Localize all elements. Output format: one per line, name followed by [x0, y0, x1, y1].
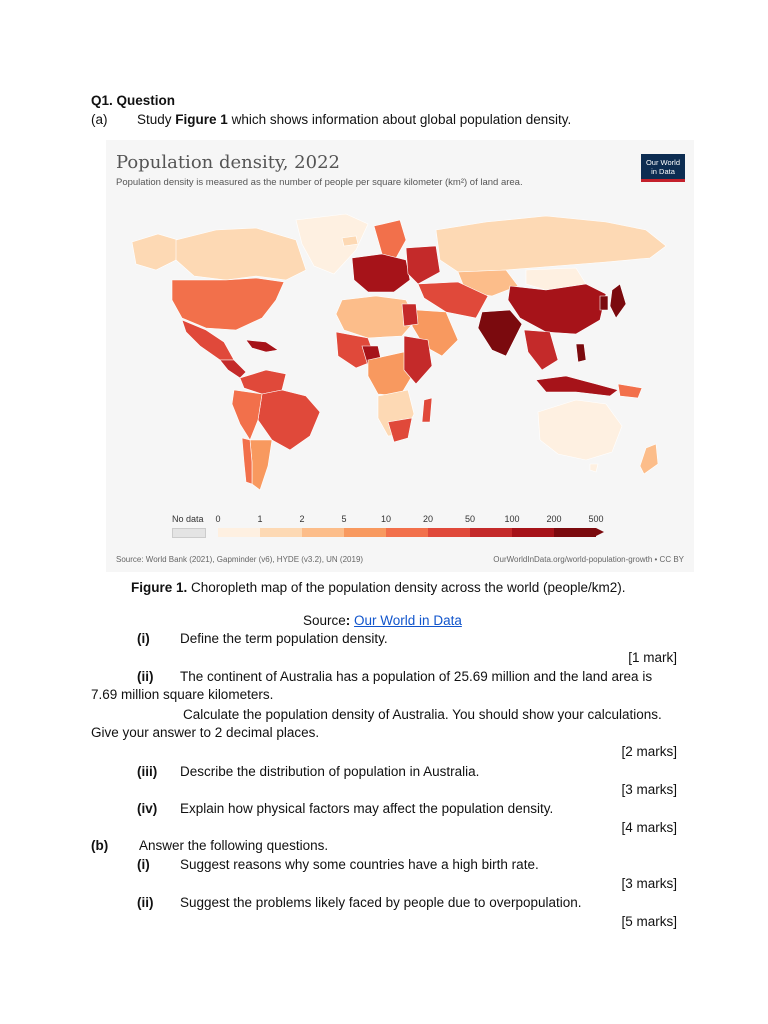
- map-legend: [106, 506, 694, 546]
- legend-tick-label: 1: [257, 514, 263, 524]
- map-region-argentina: [250, 440, 272, 490]
- b-i-number: (i): [137, 857, 150, 872]
- legend-color-segment: [344, 528, 386, 537]
- a-iii-number: (iii): [137, 764, 158, 779]
- map-region-central-america: [220, 360, 246, 378]
- map-region-caribbean: [246, 340, 278, 352]
- b-i-marks: [3 marks]: [621, 876, 677, 891]
- a-i-text: Define the term population density.: [180, 631, 388, 646]
- part-b-intro: Answer the following questions.: [139, 838, 329, 853]
- figure-url: OurWorldInData.org/world-population-growth • CC BY: [493, 555, 684, 564]
- a-ii-text-line4: Give your answer to 2 decimal places.: [91, 725, 320, 740]
- question-heading: Q1. Question: [91, 93, 176, 108]
- source-colon: :: [345, 613, 351, 628]
- map-region-egypt: [402, 304, 418, 326]
- legend-tick-label: 5: [341, 514, 347, 524]
- owid-logo-line2: in Data: [651, 167, 675, 176]
- a-ii-text-line2: 7.69 million square kilometers.: [91, 687, 274, 702]
- legend-color-segment: [470, 528, 512, 537]
- b-i-text: Suggest reasons why some countries have a high birth rate.: [180, 857, 539, 872]
- map-region-usa: [172, 278, 284, 330]
- source-line: [303, 612, 462, 630]
- map-region-iceland: [342, 236, 358, 246]
- map-region-tasmania: [590, 464, 598, 472]
- map-region-japan: [610, 284, 626, 318]
- owid-logo-line1: Our World: [645, 158, 681, 167]
- map-region-chile: [242, 438, 252, 484]
- population-density-map-figure: [106, 140, 694, 572]
- map-region-indonesia: [536, 376, 618, 396]
- a-iii-marks: [3 marks]: [621, 782, 677, 797]
- map-region-southeast-asia: [524, 330, 558, 370]
- b-ii-marks: [5 marks]: [621, 914, 677, 929]
- map-region-korea: [600, 296, 608, 310]
- legend-color-segment: [512, 528, 554, 537]
- legend-tick-label: 20: [422, 514, 434, 524]
- our-world-in-data-link[interactable]: Our World in Data: [354, 613, 462, 628]
- map-region-alaska: [132, 234, 178, 270]
- map-region-china: [508, 284, 606, 334]
- legend-no-data-swatch: [172, 528, 206, 538]
- a-iv-text: Explain how physical factors may affect the population density.: [180, 801, 554, 816]
- a-iv-marks: [4 marks]: [621, 820, 677, 835]
- map-region-canada: [176, 228, 306, 280]
- legend-color-segment: [302, 528, 344, 537]
- a-ii-marks: [2 marks]: [621, 744, 677, 759]
- a-ii-number: (ii): [137, 669, 154, 684]
- a-iv-number: (iv): [137, 801, 158, 816]
- legend-tick-label: 200: [546, 514, 562, 524]
- legend-tick-label: 100: [504, 514, 520, 524]
- b-ii-text: Suggest the problems likely faced by people due to overpopulation.: [180, 895, 582, 910]
- owid-logo: [641, 154, 685, 182]
- map-region-madagascar: [422, 398, 432, 422]
- legend-tick-label: 0: [215, 514, 221, 524]
- a-i-number: (i): [137, 631, 150, 646]
- part-a-marker: (a): [91, 112, 108, 127]
- part-a-intro: [137, 111, 571, 129]
- a-iii-text: Describe the distribution of population in Australia.: [180, 764, 480, 779]
- part-a-intro-suffix: which shows information about global population density.: [231, 112, 572, 127]
- figure-subtitle: Population density is measured as the number of people per square kilometer (km²) of land area.: [116, 177, 523, 188]
- part-b-marker: (b): [91, 838, 109, 853]
- legend-tick-label: 10: [380, 514, 392, 524]
- a-i-marks: [1 mark]: [628, 650, 677, 665]
- map-region-russia: [436, 216, 666, 272]
- map-region-philippines: [576, 344, 586, 362]
- legend-tick-label: 50: [464, 514, 476, 524]
- legend-color-segment: [218, 528, 260, 537]
- map-region-south-africa: [388, 418, 412, 442]
- map-region-andes: [232, 390, 262, 440]
- part-a-intro-prefix: Study: [137, 112, 172, 127]
- a-ii-text-line3: Calculate the population density of Australia. You should show your calculations.: [183, 707, 662, 722]
- a-ii-text: The continent of Australia has a population of 25.69 million and the land area is: [180, 669, 653, 684]
- map-region-australia: [538, 400, 622, 460]
- legend-color-segment: [554, 528, 596, 537]
- legend-no-data-label: No data: [172, 514, 204, 524]
- map-region-new-zealand: [640, 444, 658, 474]
- legend-color-segment: [386, 528, 428, 537]
- b-ii-number: (ii): [137, 895, 154, 910]
- legend-tick-label: 2: [299, 514, 305, 524]
- map-region-scandinavia: [374, 220, 406, 258]
- figure-caption: [131, 579, 626, 597]
- map-region-india: [478, 310, 522, 356]
- part-a-intro-figure-ref: Figure 1: [175, 112, 228, 127]
- figure-title: Population density, 2022: [116, 152, 340, 173]
- source-prefix: Source: [303, 613, 346, 628]
- figure-caption-label: Figure 1.: [131, 580, 188, 595]
- figure-caption-text: Choropleth map of the population density across the world (people/km2).: [191, 580, 626, 595]
- map-region-new-guinea: [618, 384, 642, 398]
- map-region-western-europe: [352, 254, 410, 292]
- figure-source: Source: World Bank (2021), Gapminder (v6), HYDE (v3.2), UN (2019): [116, 555, 364, 564]
- map-region-eastern-europe: [406, 246, 440, 284]
- legend-arrow-tip: [596, 528, 604, 536]
- world-choropleth-map: [106, 200, 694, 500]
- legend-color-segment: [260, 528, 302, 537]
- legend-tick-label: 500: [588, 514, 604, 524]
- legend-color-segment: [428, 528, 470, 537]
